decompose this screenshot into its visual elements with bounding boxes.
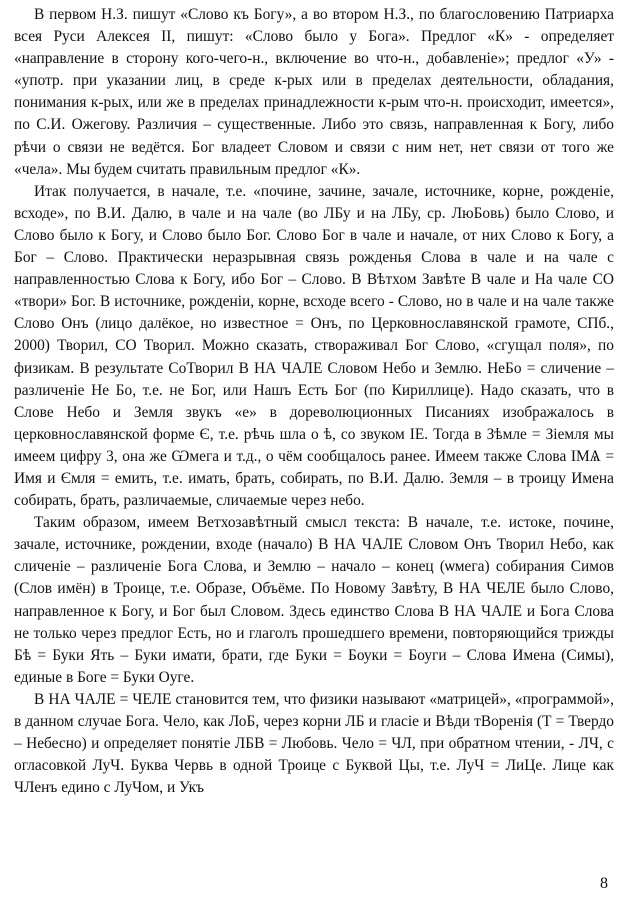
- paragraph-3: Таким образом, имеем Ветхозавѣтный смысл текста: В начале, т.е. истоке, почине, зачале, источнике, рождении, входе (начало) В НА ЧАЛЕ Словом Онъ Творил Небо, как сличенiе – различенiе Бога Слова, и Землю – начало – конец (ѡмега) собирания Симов (Слов имён) в Троице, т.е. Образе, Объёме. По Новому Завѣту, В НА ЧЕЛЕ было Слово, направленное к Богу, и Бог был Словом. Здесь единство Слова В НА ЧАЛЕ и Бога Слова не только через предлог Есть, но и глаголъ прошедшего времени, повторяющийся трижды Бѣ = Буки Ять – Буки имати, брати, где Буки = Боуки = Боуги – Слова Имена (Симы), единые в Боге = Буки Оуге.: [14, 514, 614, 686]
- paragraph-1: В первом Н.З. пишут «Слово къ Богу», а во втором Н.З., по благословению Патриарха всея Руси Алексея II, пишут: «Слово было у Бога». Предлог «К» - определяет «направление в сторону кого-чего-н., включение во что-н., добавленiе»; предлог «У» - «употр. при указании лиц, в среде к-рых или в пределах деятельности, обладания, понимания к-рых, или же в пределах принадлежности к-рым что-н. происходит, имеется», по С.И. Ожегову. Различия – существенные. Либо это связь, направленная к Богу, либо рѣчи о связи не ведётся. Бог владеет Словом и связи с ним нет, нет связи от того же «чела». Мы будем считать правильным предлог «К».: [14, 6, 614, 178]
- page-number: 8: [600, 875, 608, 892]
- body-text: [14, 4, 614, 799]
- paragraph-4: В НА ЧАЛЕ = ЧЕЛЕ становится тем, что физики называют «матрицей», «программой», в данном случае Бога. Чело, как ЛоБ, через корни ЛБ и гласiе и Вѣди тВоренiя (Т = Твердо – Небесно) и определяет понятiе ЛБВ = Любовь. Чело = ЧЛ, при обратном чтении, - ЛЧ, с огласовкой ЛуЧ. Буква Червь в одной Троице с Буквой Цы, т.е. ЛуЧ = ЛиЦе. Лице как ЧЛенъ едино с ЛуЧом, и Укъ: [14, 690, 614, 797]
- paragraph-2: Итак получается, в начале, т.е. «почине, зачине, зачале, источнике, корне, рожденiе, всходе», по В.И. Далю, в чале и на чале (во ЛБу и на ЛБу, ср. ЛюБовь) было Слово, и Слово было к Богу, и Слово было Бог. Слово Бог в чале и начале, от них Слово к Богу, а Бог – Слово. Практически неразрывная связь рожденья Слова в чале и на чале с направленностью Слова к Богу, ибо Бог – Слово. В Вѣтхом Завѣте В чале и На чале СО «твори» Бог. В источнике, рожденiи, корне, всходе всего - Слово, но в чале и на чале также Слово Онъ (лицо далёкое, но известное = Онъ, по Церковнославянской грамоте, СПб., 2000) Творил, СО Творил. Можно сказать, створаживал Бог Слово, «сгущал поля», по физикам. В результате СоТворил В НА ЧАЛЕ Словом Небо и Землю. НеБо = сличение – различенiе Не Бо, т.е. не Бог, или Нашъ Есть Бог (по Кириллице). Надо сказать, что в Слове Небо и Земля звукъ «е» в дореволюционных Писаниях изображалось в церковнославянской форме Є, т.е. рѣчь шла о ѣ, со звуком IЕ. Тогда в Зѣмле = Зiемля мы имеем цифру 3, она же Ѡмега и т.д., о чём сообщалось ранее. Имеем также Слова IМѦ = Имя и Ємля = емить, т.е. имать, брать, собирать, по В.И. Далю. Земля – в троицу Имена собирать, брать, различаемые, сличаемые через небо.: [14, 182, 614, 510]
